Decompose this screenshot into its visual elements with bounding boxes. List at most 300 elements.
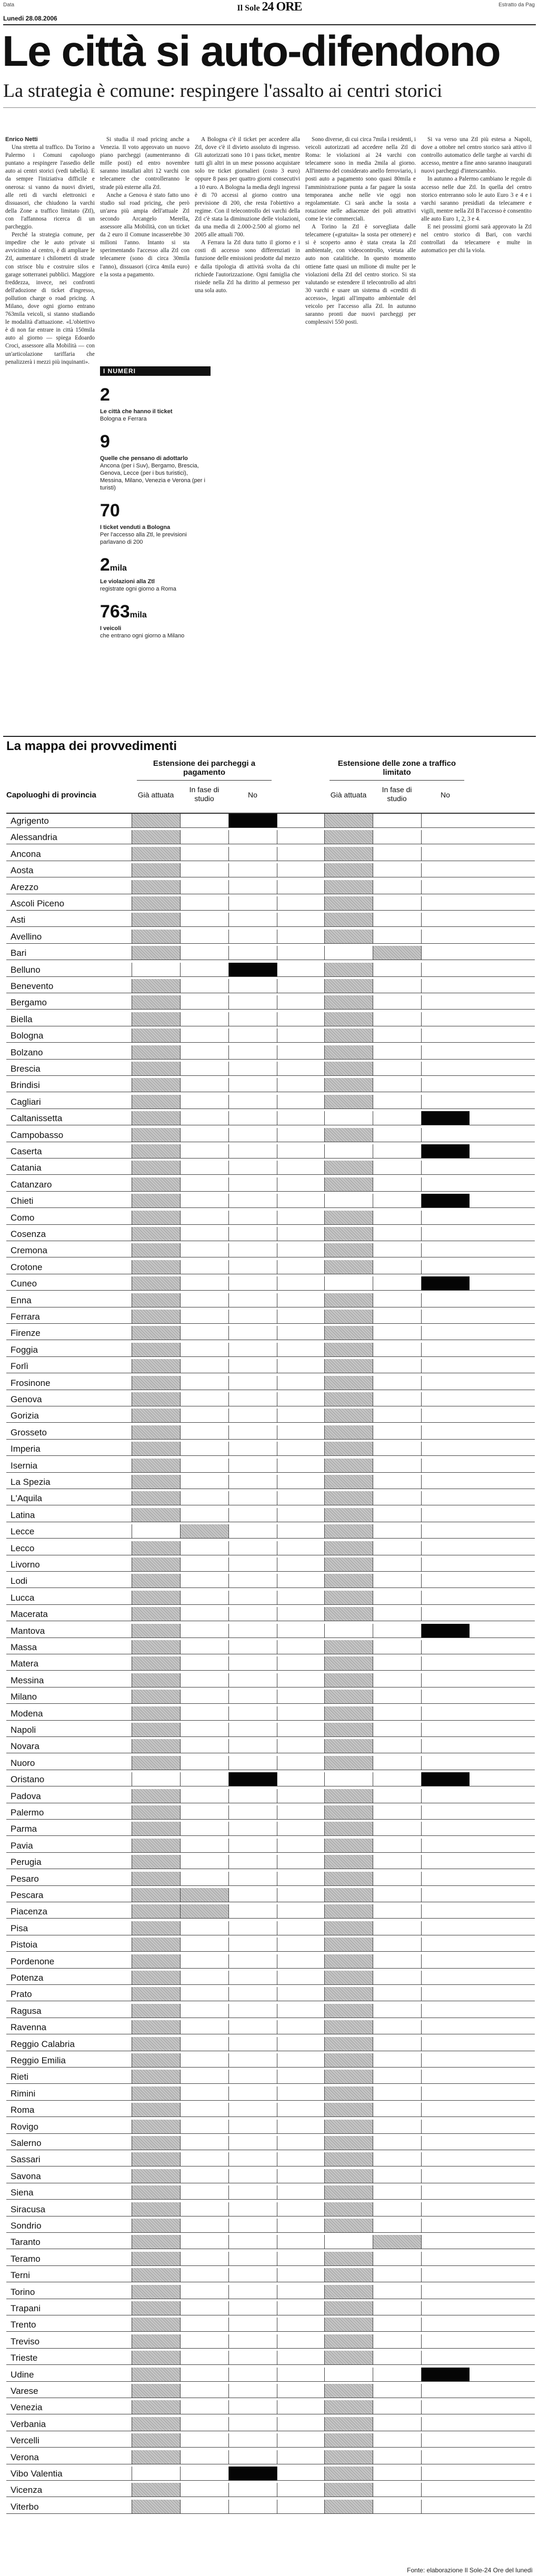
- table-cell: [373, 814, 421, 827]
- table-cell: [180, 1508, 228, 1522]
- table-cell: [324, 1326, 373, 1340]
- table-cell: [228, 2318, 277, 2331]
- table-cell: [132, 1591, 180, 1604]
- table-cell: [324, 1012, 373, 1026]
- table-cell: [421, 1723, 470, 1736]
- city-name: Roma: [11, 2105, 35, 2115]
- table-row: [6, 2136, 535, 2150]
- table-cell: [373, 1607, 421, 1621]
- city-name: Parma: [11, 1824, 37, 1834]
- table-cell: [180, 2235, 228, 2249]
- table-cell: [421, 2169, 470, 2183]
- table-cell: [132, 2252, 180, 2265]
- table-cell: [324, 1491, 373, 1505]
- group-separator: [277, 1392, 324, 1406]
- group-separator: [277, 1938, 324, 1951]
- table-cell: [373, 2020, 421, 2034]
- table-cell: [324, 1938, 373, 1951]
- table-cell: [421, 2120, 470, 2133]
- table-cell: [421, 863, 470, 877]
- table-cell: [421, 847, 470, 861]
- table-cell: [180, 2169, 228, 2183]
- table-cell: [228, 2120, 277, 2133]
- city-name: Rimini: [11, 2088, 36, 2099]
- table-cell: [324, 2037, 373, 2051]
- table-row: [6, 930, 535, 944]
- table-cell: [324, 1144, 373, 1158]
- table-cell: [373, 1739, 421, 1753]
- table-row: [6, 1442, 535, 1456]
- city-name: Campobasso: [11, 1130, 64, 1140]
- table-cell: [180, 2433, 228, 2447]
- table-cell: [132, 2384, 180, 2398]
- city-name: Modena: [11, 1708, 43, 1719]
- table-cell: [324, 2500, 373, 2513]
- table-cell: [180, 2384, 228, 2398]
- city-name: Caserta: [11, 1146, 42, 1156]
- table-cell: [180, 1904, 228, 1918]
- table-cell: [421, 1194, 470, 1207]
- group-separator: [277, 2334, 324, 2348]
- table-cell: [421, 2318, 470, 2331]
- table-cell: [324, 995, 373, 1009]
- city-name: Rovigo: [11, 2121, 38, 2132]
- table-cell: [324, 979, 373, 993]
- table-cell: [228, 2433, 277, 2447]
- group-separator: [277, 1425, 324, 1439]
- table-cell: [373, 2268, 421, 2282]
- table-row: [6, 963, 535, 977]
- table-cell: [228, 1211, 277, 1224]
- table-cell: [373, 1029, 421, 1042]
- table-row: [6, 1376, 535, 1390]
- table-cell: [132, 1640, 180, 1654]
- table-cell: [373, 1888, 421, 1902]
- table-cell: [228, 1640, 277, 1654]
- table-cell: [228, 1624, 277, 1638]
- table-cell: [228, 1293, 277, 1307]
- table-cell: [421, 2351, 470, 2364]
- table-cell: [228, 2500, 277, 2513]
- table-cell: [180, 1078, 228, 1092]
- header-underline: [330, 780, 464, 781]
- table-cell: [132, 1557, 180, 1571]
- table-cell: [180, 2202, 228, 2216]
- city-name: Venezia: [11, 2402, 43, 2413]
- table-cell: [228, 2351, 277, 2364]
- table-cell: [373, 1789, 421, 1803]
- table-row: [6, 1326, 535, 1340]
- table-cell: [228, 2467, 277, 2480]
- table-row: [6, 1243, 535, 1257]
- table-cell: [373, 1673, 421, 1687]
- group-separator: [277, 1029, 324, 1042]
- table-cell: [421, 1888, 470, 1902]
- stat-item: [100, 555, 211, 593]
- table-cell: [132, 1822, 180, 1835]
- table-cell: [373, 2483, 421, 2497]
- table-cell: [228, 2152, 277, 2166]
- table-cell: [373, 2136, 421, 2150]
- table-cell: [180, 1739, 228, 1753]
- city-name: Udine: [11, 2369, 34, 2380]
- table-cell: [324, 1045, 373, 1059]
- table-cell: [373, 1756, 421, 1770]
- table-cell: [228, 1789, 277, 1803]
- table-cell: [421, 1508, 470, 1522]
- table-cell: [421, 1293, 470, 1307]
- table-cell: [373, 2450, 421, 2464]
- table-cell: [324, 880, 373, 894]
- group-separator: [277, 995, 324, 1009]
- table-cell: [373, 1987, 421, 2001]
- table-cell: [373, 2169, 421, 2183]
- table-cell: [180, 1475, 228, 1489]
- table-cell: [228, 913, 277, 926]
- city-name: Chieti: [11, 1196, 34, 1206]
- table-cell: [373, 1293, 421, 1307]
- table-cell: [228, 896, 277, 910]
- table-cell: [180, 847, 228, 861]
- table-row: [6, 1260, 535, 1274]
- table-cell: [324, 1425, 373, 1439]
- group-separator: [277, 1144, 324, 1158]
- table-cell: [373, 1524, 421, 1538]
- table-cell: [373, 2417, 421, 2431]
- table-row: [6, 1508, 535, 1522]
- table-cell: [228, 2136, 277, 2150]
- table-cell: [373, 1326, 421, 1340]
- group-separator: [277, 1095, 324, 1109]
- table-cell: [421, 1392, 470, 1406]
- group-separator: [277, 2301, 324, 2315]
- table-cell: [421, 830, 470, 844]
- table-cell: [373, 2053, 421, 2067]
- article-paragraph: Sono diverse, di cui circa 7mila i residenti, i veicoli autorizzati ad accedere nella Ztl di Roma: le violazioni ai 24 varchi con telecamere sono in media 2mila al giorno. All'interno del considerato anello ferroviario, i posti auto a pagamento sono quasi 80mila e l'amministrazione punta a far pagare la sosta temporanea anche nelle vie oggi non regolamentate. Ci sarà anche la sosta a rotazione nelle adiacenze dei poli attrattivi come le vie commerciali.: [305, 136, 416, 222]
- table-cell: [228, 2053, 277, 2067]
- city-name: Brindisi: [11, 1080, 40, 1091]
- city-name: Trento: [11, 2320, 36, 2330]
- table-cell: [228, 1144, 277, 1158]
- table-cell: [421, 1161, 470, 1174]
- table-cell: [228, 847, 277, 861]
- table-cell: [180, 1293, 228, 1307]
- header-group-parking: Estensione dei parcheggi a pagamento: [153, 759, 256, 777]
- table-cell: [324, 1574, 373, 1587]
- table-cell: [228, 1557, 277, 1571]
- table-cell: [421, 1938, 470, 1951]
- subheadline: La strategia è comune: respingere l'assalto ai centri storici: [3, 80, 443, 101]
- table-cell: [324, 1475, 373, 1489]
- table-cell: [228, 1772, 277, 1786]
- table-cell: [421, 2037, 470, 2051]
- table-row: [6, 1574, 535, 1588]
- table-cell: [132, 1789, 180, 1803]
- table-cell: [228, 2384, 277, 2398]
- table-cell: [324, 946, 373, 960]
- table-cell: [228, 1491, 277, 1505]
- header-gia-attuata: Già attuata: [137, 791, 174, 799]
- table-cell: [373, 1392, 421, 1406]
- table-cell: [180, 1095, 228, 1109]
- rule-table: [3, 736, 536, 737]
- group-separator: [277, 2285, 324, 2299]
- table-cell: [180, 2400, 228, 2414]
- table-cell: [324, 2169, 373, 2183]
- table-cell: [228, 1078, 277, 1092]
- city-name: Sondrio: [11, 2221, 42, 2231]
- table-cell: [180, 930, 228, 943]
- table-cell: [228, 2219, 277, 2232]
- table-cell: [324, 2301, 373, 2315]
- table-cell: [421, 2368, 470, 2381]
- city-name: Asti: [11, 915, 26, 925]
- table-cell: [324, 2136, 373, 2150]
- table-cell: [421, 2433, 470, 2447]
- city-name: Livorno: [11, 1560, 40, 1570]
- table-cell: [324, 1293, 373, 1307]
- table-cell: [180, 1607, 228, 1621]
- table-cell: [180, 1243, 228, 1257]
- table-cell: [132, 2351, 180, 2364]
- table-cell: [132, 2202, 180, 2216]
- table-row: [6, 2467, 535, 2481]
- table-cell: [324, 1656, 373, 1670]
- page-top-bar: [0, 0, 539, 12]
- table-cell: [421, 979, 470, 993]
- table-row: [6, 1276, 535, 1291]
- table-cell: [421, 1078, 470, 1092]
- table-row: [6, 847, 535, 861]
- table-cell: [180, 963, 228, 976]
- table-row: [6, 1839, 535, 1853]
- table-cell: [180, 1128, 228, 1142]
- table-cell: [180, 1954, 228, 1968]
- table-cell: [180, 1409, 228, 1422]
- table-cell: [421, 1640, 470, 1654]
- table-row: [6, 1690, 535, 1704]
- table-cell: [180, 1161, 228, 1174]
- table-cell: [421, 896, 470, 910]
- table-cell: [132, 1276, 180, 1290]
- article-paragraph: Anche a Genova è stato fatto uno studio sul road pricing, che però un'area più ampia dell'attuale Ztl secondo Arcangelo Merella, assessore alla Mobilità, con un ticket da 2 euro il Comune incasserebbe 30 milioni l'anno. Intanto si sta sperimentando l'accesso alla Ztl con telecamere (sono di circa 30mila l'anno), dissuasori (circa 4mila euro) e la sosta a pagamento.: [100, 192, 189, 278]
- table-row: [6, 2400, 535, 2414]
- table-cell: [421, 2136, 470, 2150]
- table-row: [6, 1541, 535, 1555]
- table-cell: [324, 1987, 373, 2001]
- table-cell: [373, 847, 421, 861]
- group-separator: [277, 1656, 324, 1670]
- stat-desc: Bologna e Ferrara: [100, 416, 147, 422]
- table-row: [6, 1756, 535, 1770]
- table-cell: [421, 1442, 470, 1455]
- table-cell: [228, 946, 277, 960]
- city-name: Caltanissetta: [11, 1113, 63, 1124]
- table-cell: [228, 863, 277, 877]
- table-cell: [373, 1921, 421, 1935]
- group-separator: [277, 1310, 324, 1323]
- table-cell: [132, 1243, 180, 1257]
- group-separator: [277, 2384, 324, 2398]
- table-cell: [324, 2202, 373, 2216]
- table-cell: [180, 1921, 228, 1935]
- table-cell: [132, 1904, 180, 1918]
- table-cell: [132, 1706, 180, 1720]
- table-cell: [324, 847, 373, 861]
- table-cell: [373, 2103, 421, 2116]
- city-name: Gorizia: [11, 1411, 39, 1421]
- table-cell: [132, 2219, 180, 2232]
- table-cell: [132, 896, 180, 910]
- group-separator: [277, 1640, 324, 1654]
- table-cell: [373, 2152, 421, 2166]
- table-cell: [421, 1475, 470, 1489]
- table-cell: [228, 1805, 277, 1819]
- table-row: [6, 1459, 535, 1473]
- table-cell: [324, 963, 373, 976]
- city-name: Agrigento: [11, 816, 49, 826]
- group-separator: [277, 2467, 324, 2480]
- table-cell: [228, 1541, 277, 1555]
- group-separator: [277, 1045, 324, 1059]
- byline: Enrico Netti: [5, 136, 38, 143]
- table-cell: [132, 2334, 180, 2348]
- table-cell: [373, 979, 421, 993]
- table-cell: [228, 1839, 277, 1852]
- table-row: [6, 1954, 535, 1969]
- table-cell: [421, 1343, 470, 1356]
- table-cell: [180, 814, 228, 827]
- table-cell: [132, 2483, 180, 2497]
- group-separator: [277, 2103, 324, 2116]
- table-cell: [132, 1177, 180, 1191]
- table-cell: [132, 863, 180, 877]
- table-cell: [373, 2400, 421, 2414]
- table-cell: [421, 1805, 470, 1819]
- table-row: [6, 1425, 535, 1440]
- table-row: [6, 1855, 535, 1869]
- city-name: Palermo: [11, 1808, 44, 1818]
- table-cell: [324, 1078, 373, 1092]
- table-cell: [373, 1409, 421, 1422]
- table-row: [6, 2152, 535, 2166]
- table-row: [6, 1723, 535, 1737]
- table-cell: [132, 2417, 180, 2431]
- group-separator: [277, 1987, 324, 2001]
- group-separator: [277, 1723, 324, 1736]
- article-column-4: [305, 136, 416, 326]
- table-cell: [421, 2285, 470, 2299]
- table-cell: [373, 1161, 421, 1174]
- table-cell: [421, 1971, 470, 1984]
- table-cell: [373, 1723, 421, 1736]
- group-separator: [277, 1260, 324, 1274]
- table-cell: [228, 2103, 277, 2116]
- table-cell: [180, 1012, 228, 1026]
- table-cell: [373, 963, 421, 976]
- table-cell: [228, 2004, 277, 2018]
- table-cell: [228, 1987, 277, 2001]
- article-paragraph: A Bologna c'è il ticket per accedere alla Ztl, dove c'è il divieto assoluto di ingresso. Gli autorizzati sono 10 i pass ticket, mentre tutti gli altri in un mese possono acquistare solo tre ticket giornalieri (costo 3 euro) oppure 8 pass per quattro giorni consecutivi a 10 euro. A Bologna la media degli ingressi è di 70 accessi al giorno contro una previsione di 200, che resta l'obiettivo a regime. Con il telecontrollo dei varchi della Ztl c'è stata la diminuzione delle violazioni, da una media di 2.000-2.500 al giorno nel 2005 alle attuali 700.: [195, 136, 300, 238]
- city-name: Vicenza: [11, 2485, 43, 2495]
- table-cell: [132, 1607, 180, 1621]
- table-cell: [421, 1310, 470, 1323]
- masthead: [232, 0, 307, 14]
- table-header: [0, 758, 539, 814]
- table-cell: [180, 1177, 228, 1191]
- table-cell: [373, 1656, 421, 1670]
- table-cell: [421, 1591, 470, 1604]
- table-cell: [132, 1111, 180, 1125]
- table-cell: [180, 1310, 228, 1323]
- table-cell: [180, 2004, 228, 2018]
- group-separator: [277, 1211, 324, 1224]
- table-cell: [421, 1359, 470, 1373]
- table-cell: [373, 1144, 421, 1158]
- table-cell: [421, 2268, 470, 2282]
- group-separator: [277, 2004, 324, 2018]
- table-cell: [373, 1194, 421, 1207]
- city-name: Torino: [11, 2287, 35, 2297]
- table-row: [6, 896, 535, 911]
- table-cell: [228, 1723, 277, 1736]
- table-cell: [373, 880, 421, 894]
- table-cell: [228, 1276, 277, 1290]
- table-row: [6, 1062, 535, 1076]
- table-cell: [228, 1888, 277, 1902]
- table-cell: [180, 1723, 228, 1736]
- table-cell: [180, 2103, 228, 2116]
- table-cell: [373, 1772, 421, 1786]
- table-cell: [324, 1723, 373, 1736]
- table-row: [6, 1987, 535, 2001]
- table-cell: [421, 1409, 470, 1422]
- table-cell: [132, 1260, 180, 1274]
- table-cell: [180, 2417, 228, 2431]
- group-separator: [277, 1954, 324, 1968]
- table-row: [6, 1227, 535, 1241]
- table-cell: [180, 1591, 228, 1604]
- table-cell: [228, 2450, 277, 2464]
- group-separator: [277, 1839, 324, 1852]
- header-in-fase-di-studio: In fase di studio: [189, 785, 219, 803]
- table-cell: [132, 1624, 180, 1638]
- table-cell: [132, 1673, 180, 1687]
- table-row: [6, 880, 535, 894]
- table-row: [6, 1872, 535, 1886]
- table-cell: [324, 930, 373, 943]
- table-cell: [228, 930, 277, 943]
- table-cell: [324, 1392, 373, 1406]
- table-cell: [132, 1144, 180, 1158]
- table-cell: [373, 1111, 421, 1125]
- table-cell: [421, 2070, 470, 2083]
- table-cell: [324, 814, 373, 827]
- table-row: [6, 2450, 535, 2464]
- group-separator: [277, 979, 324, 993]
- table-cell: [180, 2301, 228, 2315]
- table-cell: [324, 2285, 373, 2299]
- table-cell: [421, 1872, 470, 1885]
- table-cell: [228, 1508, 277, 1522]
- city-name: Pistoia: [11, 1940, 38, 1950]
- group-separator: [277, 1194, 324, 1207]
- table-cell: [180, 2136, 228, 2150]
- group-separator: [277, 1475, 324, 1489]
- table-cell: [421, 2400, 470, 2414]
- table-row: [6, 1475, 535, 1489]
- group-separator: [277, 2152, 324, 2166]
